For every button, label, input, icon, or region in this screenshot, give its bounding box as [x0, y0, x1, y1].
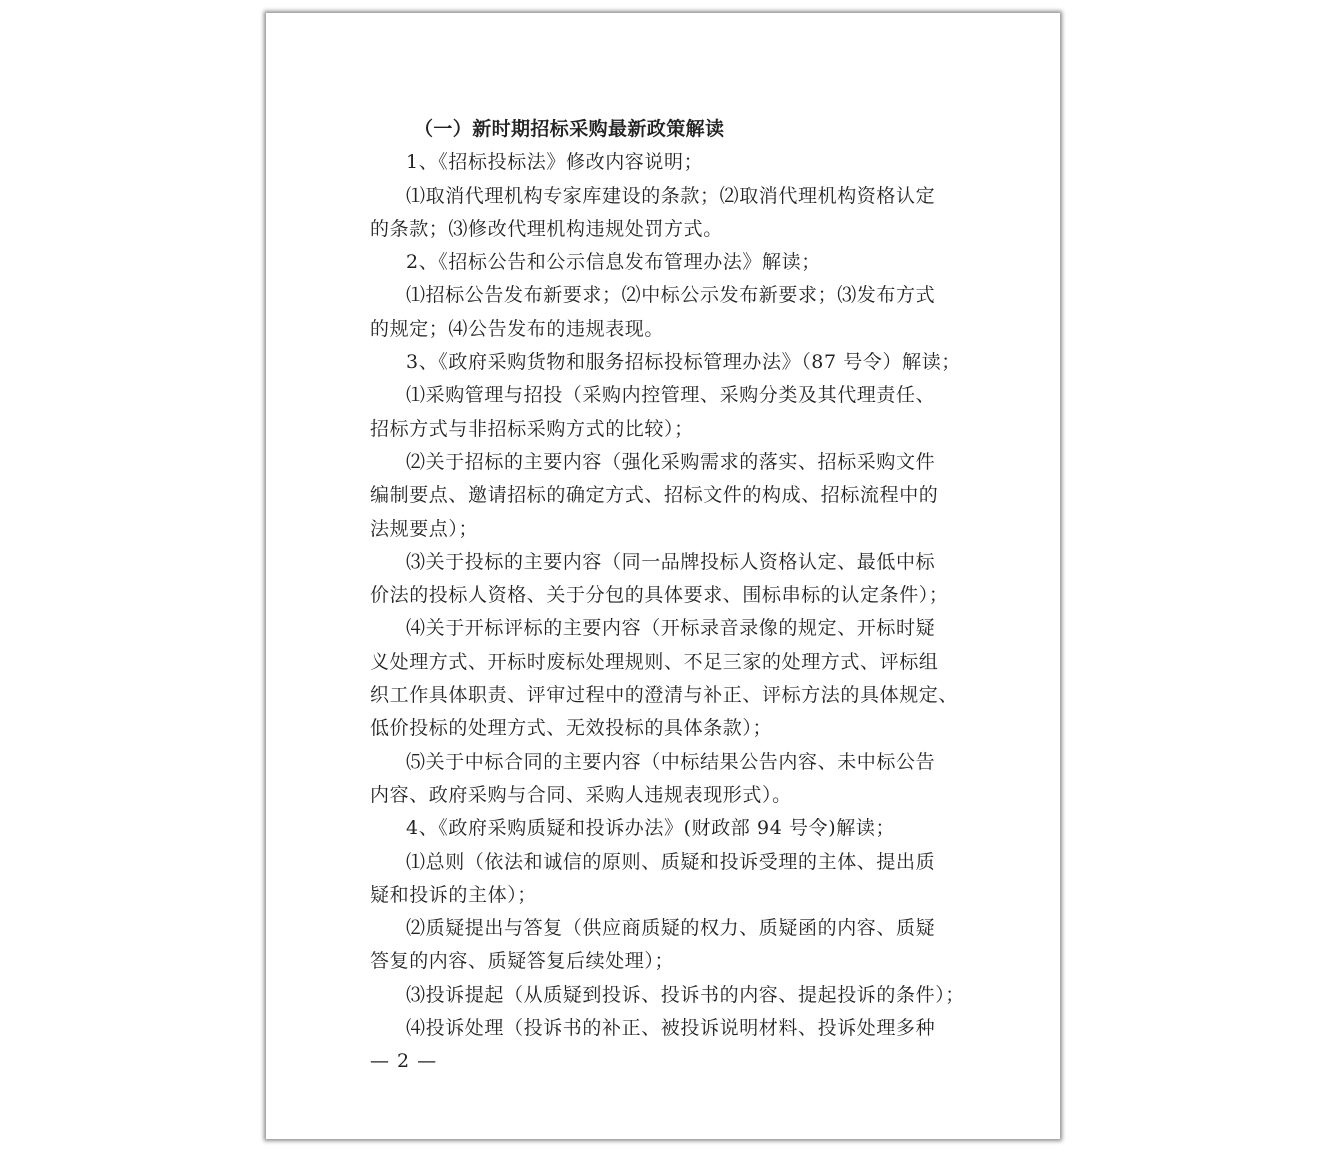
- text-line: 1、《招标投标法》修改内容说明；: [406, 151, 704, 174]
- text-line: 法规要点）；: [370, 517, 479, 540]
- text-line: ⑶关于投标的主要内容（同一品牌投标人资格认定、最低中标: [406, 550, 936, 573]
- document-page: [266, 13, 1060, 1139]
- text-line: ⑷投诉处理（投诉书的补正、被投诉说明材料、投诉处理多种: [406, 1017, 936, 1040]
- text-line: 低价投标的处理方式、无效投标的具体条款）；: [370, 717, 773, 740]
- text-line: ⑴招标公告发布新要求；⑵中标公示发布新要求；⑶发布方式: [406, 284, 936, 307]
- text-line: ⑸关于中标合同的主要内容（中标结果公告内容、未中标公告: [406, 750, 936, 773]
- text-line: 价法的投标人资格、关于分包的具体要求、围标串标的认定条件）；: [370, 584, 949, 607]
- text-line: ⑴采购管理与招投（采购内控管理、采购分类及其代理责任、: [406, 384, 936, 407]
- text-line: ⑵关于招标的主要内容（强化采购需求的落实、招标采购文件: [406, 450, 936, 473]
- text-line: 义处理方式、开标时废标处理规则、不足三家的处理方式、评标组: [370, 650, 939, 673]
- text-line: 内容、政府采购与合同、采购人违规表现形式）。: [370, 783, 792, 806]
- text-line: 织工作具体职责、评审过程中的澄清与补正、评标方法的具体规定、: [370, 684, 959, 707]
- text-line: ⑷关于开标评标的主要内容（开标录音录像的规定、开标时疑: [406, 617, 936, 640]
- text-line: 的条款；⑶修改代理机构违规处罚方式。: [370, 217, 723, 240]
- text-line: ⑴取消代理机构专家库建设的条款；⑵取消代理机构资格认定: [406, 184, 936, 207]
- text-line: 编制要点、邀请招标的确定方式、招标文件的构成、招标流程中的: [370, 484, 939, 507]
- text-line: 疑和投诉的主体）；: [370, 883, 537, 906]
- page-number: — 2 —: [370, 1050, 438, 1072]
- text-line: 4、《政府采购质疑和投诉办法》(财政部 94 号令)解读；: [406, 817, 896, 840]
- text-line: 2、《招标公告和公示信息发布管理办法》解读；: [406, 251, 821, 274]
- text-line: ⑶投诉提起（从质疑到投诉、投诉书的内容、提起投诉的条件）；: [406, 983, 965, 1006]
- text-line: 答复的内容、质疑答复后续处理）；: [370, 950, 675, 973]
- text-line: 3、《政府采购货物和服务招标投标管理办法》（87 号令）解读；: [406, 351, 961, 374]
- text-line: ⑴总则（依法和诚信的原则、质疑和投诉受理的主体、提出质: [406, 850, 936, 873]
- page-content: [370, 113, 965, 1045]
- text-line: ⑵质疑提出与答复（供应商质疑的权力、质疑函的内容、质疑: [406, 917, 936, 940]
- section-heading: （一）新时期招标采购最新政策解读: [414, 118, 725, 140]
- text-line: 的规定；⑷公告发布的违规表现。: [370, 317, 665, 340]
- text-line: 招标方式与非招标采购方式的比较）；: [370, 417, 694, 440]
